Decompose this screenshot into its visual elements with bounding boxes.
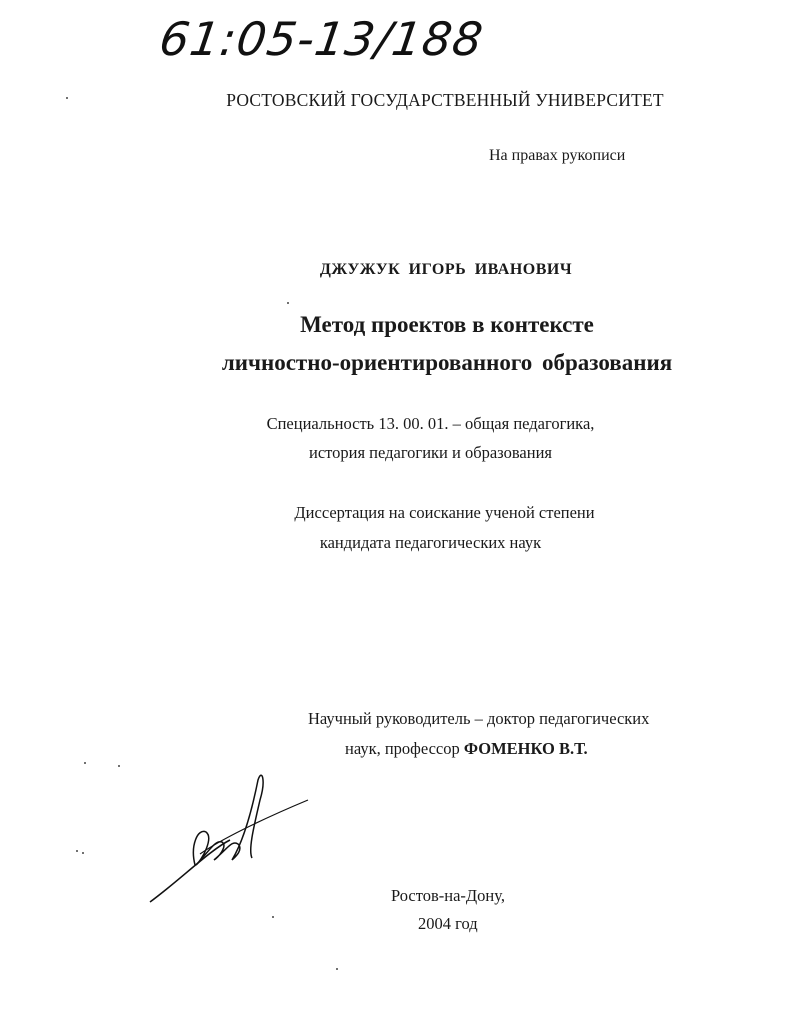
- scan-speck: [84, 762, 86, 764]
- year: 2004 год: [418, 914, 478, 933]
- specialty-line-2: история педагогики и образования: [308, 443, 552, 462]
- scan-speck: [336, 968, 338, 970]
- handwritten-signature: [140, 770, 320, 910]
- advisor-title: наук, профессор: [345, 739, 460, 758]
- scan-speck: [287, 302, 289, 304]
- dissertation-line-1: Диссертация на соискание ученой степени: [294, 503, 595, 522]
- advisor-name: ФОМЕНКО В.Т.: [463, 739, 588, 758]
- specialty-line-1: Специальность 13. 00. 01. – общая педагогика,: [266, 414, 595, 433]
- dissertation-line-2: кандидата педагогических наук: [319, 533, 542, 552]
- manuscript-rights-note: На правах рукописи: [489, 147, 626, 164]
- advisor-line-2: [345, 739, 588, 759]
- scan-speck: [118, 765, 120, 767]
- scan-speck: [66, 97, 68, 99]
- scan-speck: [76, 850, 78, 852]
- scan-speck: [272, 916, 274, 918]
- title-line-2: личностно-ориентированного образования: [221, 350, 673, 375]
- university-name: РОСТОВСКИЙ ГОСУДАРСТВЕННЫЙ УНИВЕРСИТЕТ: [226, 90, 664, 110]
- title-line-1: Метод проектов в контексте: [300, 312, 594, 337]
- archive-stamp: 61:05-13/188: [156, 12, 487, 66]
- advisor-line-1: Научный руководитель – доктор педагогических: [308, 709, 650, 728]
- scan-speck: [82, 852, 84, 854]
- author-name: ДЖУЖУК ИГОРЬ ИВАНОВИЧ: [319, 261, 573, 278]
- city: Ростов-на-Дону,: [391, 886, 505, 905]
